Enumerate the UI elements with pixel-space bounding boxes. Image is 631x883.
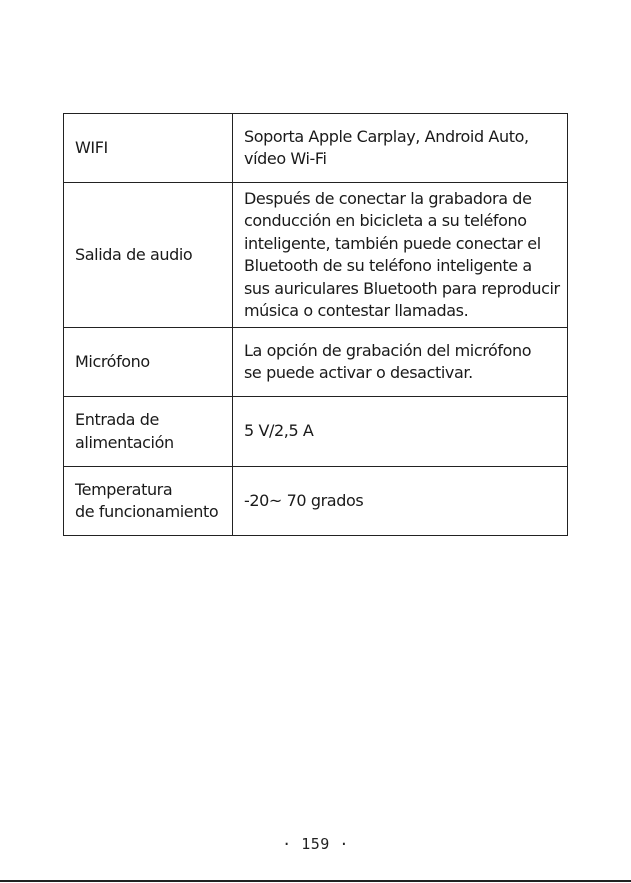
spec-value-text: -20~ 70 grados: [244, 490, 364, 510]
spec-label-operating-temperature: [64, 467, 233, 536]
page-number: · 159 ·: [282, 835, 349, 853]
spec-label-text: Temperatura de funcionamiento: [75, 479, 219, 521]
spec-row-power-input: [64, 397, 568, 467]
spec-value-power-input: [233, 397, 568, 467]
spec-label-text: Salida de audio: [75, 244, 193, 264]
spec-value-text: La opción de grabación del micrófono se puede activar o desactivar.: [244, 340, 532, 382]
bottom-divider: [0, 880, 631, 882]
spec-label-audio-output: [64, 183, 233, 328]
spec-value-operating-temperature: [233, 467, 568, 536]
spec-label-microphone: [64, 328, 233, 397]
spec-value-text: Después de conectar la grabadora de conducción en bicicleta a su teléfono inteligente, también puede conectar el Bluetooth de su teléfono inteligente a sus auriculares Bluetooth para reproducir música o contestar llamadas.: [244, 188, 560, 320]
spec-label-text: Micrófono: [75, 351, 150, 371]
spec-label-power-input: [64, 397, 233, 467]
spec-value-wifi: [233, 114, 568, 183]
spec-row-operating-temperature: [64, 467, 568, 536]
spec-label-text: WIFI: [75, 137, 108, 157]
spec-value-microphone: [233, 328, 568, 397]
spec-value-text: 5 V/2,5 A: [244, 421, 314, 441]
spec-label-wifi: [64, 114, 233, 183]
spec-value-text: Soporta Apple Carplay, Android Auto, vídeo Wi-Fi: [244, 126, 529, 168]
spec-value-audio-output: [233, 183, 568, 328]
spec-row-microphone: [64, 328, 568, 397]
spec-label-text: Entrada de alimentación: [75, 410, 174, 452]
spec-row-wifi: [64, 114, 568, 183]
spec-table: [63, 113, 568, 536]
spec-row-audio-output: [64, 183, 568, 328]
